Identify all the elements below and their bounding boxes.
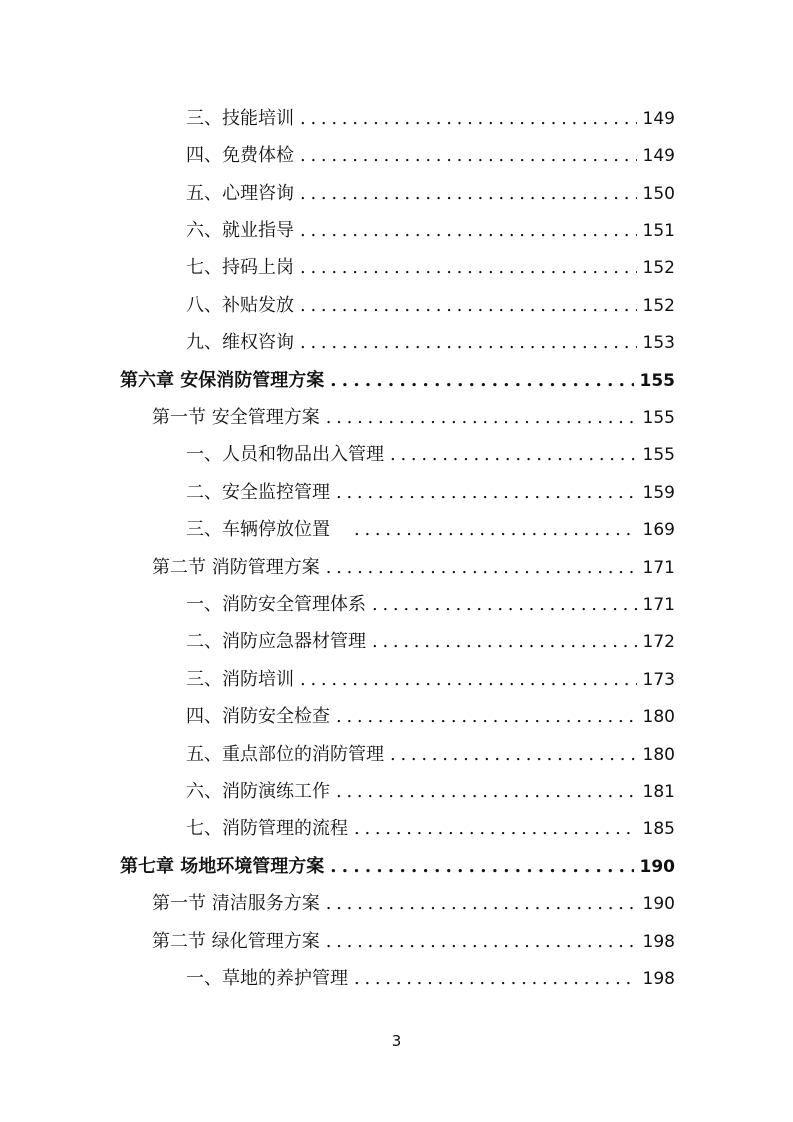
- toc-entry-page: 180: [642, 707, 675, 727]
- toc-dot-leader: [300, 175, 637, 212]
- toc-dot-leader: [326, 923, 637, 960]
- toc-entry-title: 六、消防演练工作: [186, 781, 330, 802]
- toc-section-entry[interactable]: [152, 885, 675, 922]
- toc-dot-leader: [326, 399, 637, 436]
- toc-entry-page: 159: [642, 483, 675, 503]
- toc-dot-leader: [354, 810, 637, 847]
- toc-entry-title: 一、草地的养护管理: [186, 968, 348, 989]
- toc-entry-page: 152: [642, 258, 675, 278]
- toc-dot-leader: [300, 137, 637, 174]
- toc-entry-title: 五、重点部位的消防管理: [186, 744, 384, 765]
- toc-entry-page: 173: [642, 670, 675, 690]
- toc-chapter-entry[interactable]: [120, 848, 675, 885]
- toc-entry-page: 180: [642, 745, 675, 765]
- toc-dot-leader: [372, 586, 637, 623]
- toc-dot-leader: [330, 848, 633, 885]
- toc-entry-title: 第六章 安保消防管理方案: [120, 370, 325, 391]
- toc-entry-page: 150: [642, 184, 675, 204]
- toc-dot-leader: [390, 736, 637, 773]
- toc-entry-page: 171: [642, 595, 675, 615]
- toc-entry-page: 169: [642, 520, 675, 540]
- toc-entry-title: 二、安全监控管理: [186, 482, 330, 503]
- toc-dot-leader: [336, 698, 637, 735]
- toc-entry-title: 七、消防管理的流程: [186, 818, 348, 839]
- toc-entry-page: 181: [642, 782, 675, 802]
- toc-entry[interactable]: [186, 661, 675, 698]
- toc-entry-page: 155: [642, 445, 675, 465]
- toc-entry[interactable]: [186, 100, 675, 137]
- toc-entry-title: 第一节 安全管理方案: [152, 407, 320, 428]
- toc-entry[interactable]: [186, 511, 675, 548]
- toc-chapter-entry[interactable]: [120, 362, 675, 399]
- toc-dot-leader: [354, 960, 637, 997]
- toc-dot-leader: [330, 362, 633, 399]
- toc-dot-leader: [300, 324, 637, 361]
- toc-entry-title: 八、补贴发放: [186, 295, 294, 316]
- toc-entry-title: 一、消防安全管理体系: [186, 594, 366, 615]
- toc-entry[interactable]: [186, 698, 675, 735]
- toc-entry-title: 第二节 绿化管理方案: [152, 931, 320, 952]
- toc-entry-page: 198: [642, 932, 675, 952]
- toc-entry-title: 七、持码上岗: [186, 257, 294, 278]
- toc-entry[interactable]: [186, 436, 675, 473]
- toc-dot-leader: [372, 623, 637, 660]
- toc-entry-title: 三、车辆停放位置: [186, 519, 330, 540]
- toc-section-entry[interactable]: [152, 399, 675, 436]
- toc-dot-leader: [300, 212, 637, 249]
- toc-section-entry[interactable]: [152, 549, 675, 586]
- toc-entry-page: 153: [642, 333, 675, 353]
- toc-entry-page: 152: [642, 296, 675, 316]
- toc-entry[interactable]: [186, 623, 675, 660]
- toc-entry-page: 185: [642, 819, 675, 839]
- toc-entry-title: 四、免费体检: [186, 145, 294, 166]
- toc-entry-page: 190: [639, 857, 675, 877]
- toc-entry[interactable]: [186, 137, 675, 174]
- toc-dot-leader: [326, 549, 637, 586]
- toc-entry-title: 九、维权咨询: [186, 332, 294, 353]
- toc-entry-title: 一、人员和物品出入管理: [186, 444, 384, 465]
- toc-entry[interactable]: [186, 474, 675, 511]
- toc-dot-leader: [300, 249, 637, 286]
- toc-entry-page: 171: [642, 558, 675, 578]
- toc-dot-leader: [390, 436, 637, 473]
- toc-entry-page: 155: [642, 408, 675, 428]
- toc-entry[interactable]: [186, 287, 675, 324]
- toc-entry-page: 198: [642, 969, 675, 989]
- toc-dot-leader: [336, 773, 637, 810]
- toc-entry-page: 155: [639, 371, 675, 391]
- toc-dot-leader: [326, 885, 637, 922]
- toc-entry-page: 190: [642, 894, 675, 914]
- toc-entry-page: 151: [642, 221, 675, 241]
- page-number: 3: [391, 1032, 402, 1050]
- toc-entry-title: 第一节 清洁服务方案: [152, 893, 320, 914]
- toc-entry[interactable]: [186, 324, 675, 361]
- toc-dot-leader: [336, 474, 637, 511]
- toc-entry-title: 六、就业指导: [186, 220, 294, 241]
- toc-entry[interactable]: [186, 212, 675, 249]
- toc-entry-title: 三、技能培训: [186, 108, 294, 129]
- toc-entry-page: 149: [642, 109, 675, 129]
- toc-entry-title: 第二节 消防管理方案: [152, 557, 320, 578]
- toc-entry[interactable]: [186, 175, 675, 212]
- toc-entry-title: 四、消防安全检查: [186, 706, 330, 727]
- toc-entry-page: 172: [642, 632, 675, 652]
- toc-entry[interactable]: [186, 960, 675, 997]
- toc-entry-page: 149: [642, 146, 675, 166]
- toc-entry[interactable]: [186, 773, 675, 810]
- toc-entry[interactable]: [186, 249, 675, 286]
- toc-dot-leader: [300, 287, 637, 324]
- toc-entry[interactable]: [186, 736, 675, 773]
- toc-entry-title: 五、心理咨询: [186, 183, 294, 204]
- toc-entry-title: 二、消防应急器材管理: [186, 631, 366, 652]
- toc-entry-title: 三、消防培训: [186, 669, 294, 690]
- toc-dot-leader: [354, 511, 637, 548]
- toc-entry[interactable]: [186, 810, 675, 847]
- toc-dot-leader: [300, 100, 637, 137]
- toc-entry-title: 第七章 场地环境管理方案: [120, 856, 325, 877]
- toc-dot-leader: [300, 661, 637, 698]
- toc-entry[interactable]: [186, 586, 675, 623]
- toc-section-entry[interactable]: [152, 923, 675, 960]
